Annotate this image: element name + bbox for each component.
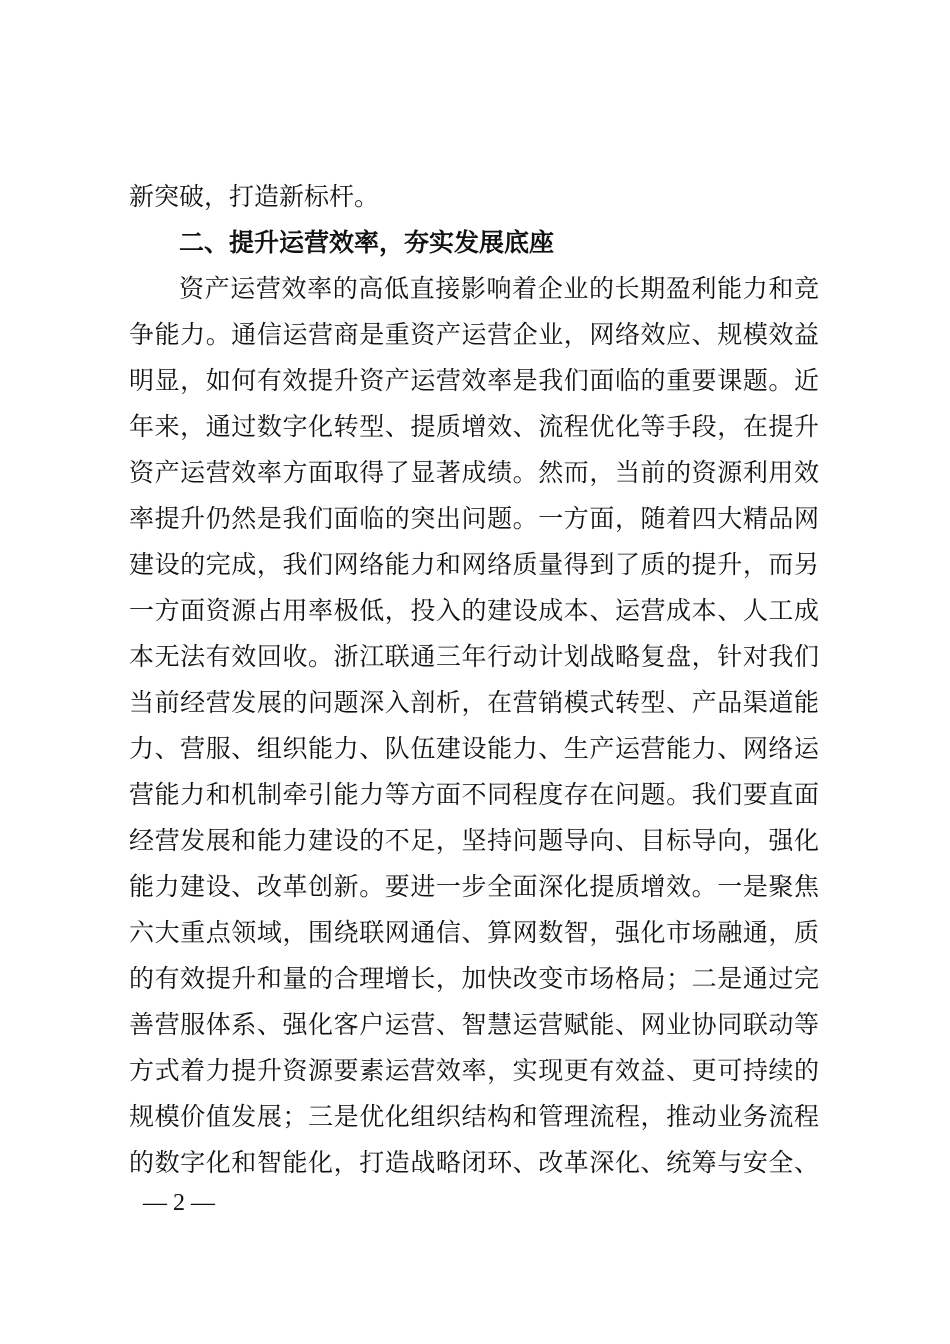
text-line-1: 新突破，打造新标杆。	[129, 182, 380, 211]
text-line-9: 建设的完成，我们网络能力和网络质量得到了质的提升，而另	[129, 550, 819, 579]
text-line-10: 一方面资源占用率极低，投入的建设成本、运营成本、人工成	[129, 596, 819, 625]
text-line-7: 资产运营效率方面取得了显著成绩。然而，当前的资源利用效	[129, 458, 819, 487]
text-line-22: 的数字化和智能化，打造战略闭环、改革深化、统筹与安全、	[129, 1148, 819, 1177]
text-line-16: 能力建设、改革创新。要进一步全面深化提质增效。一是聚焦	[129, 872, 819, 901]
text-line-5: 明显，如何有效提升资产运营效率是我们面临的重要课题。近	[129, 366, 819, 395]
text-line-18: 的有效提升和量的合理增长，加快改变市场格局；二是通过完	[129, 964, 819, 993]
text-line-19: 善营服体系、强化客户运营、智慧运营赋能、网业协同联动等	[129, 1010, 819, 1039]
section-heading: 二、提升运营效率，夯实发展底座	[179, 228, 555, 257]
text-line-14: 营能力和机制牵引能力等方面不同程度存在问题。我们要直面	[129, 780, 819, 809]
text-line-6: 年来，通过数字化转型、提质增效、流程优化等手段，在提升	[129, 412, 819, 441]
text-line-12: 当前经营发展的问题深入剖析，在营销模式转型、产品渠道能	[129, 688, 819, 717]
text-line-15: 经营发展和能力建设的不足，坚持问题导向、目标导向，强化	[129, 826, 819, 855]
text-line-13: 力、营服、组织能力、队伍建设能力、生产运营能力、网络运	[129, 734, 819, 763]
text-line-17: 六大重点领域，围绕联网通信、算网数智，强化市场融通，质	[129, 918, 819, 947]
text-line-21: 规模价值发展；三是优化组织结构和管理流程，推动业务流程	[129, 1102, 819, 1131]
text-line-4: 争能力。通信运营商是重资产运营企业，网络效应、规模效益	[129, 320, 819, 349]
text-line-20: 方式着力提升资源要素运营效率，实现更有效益、更可持续的	[129, 1056, 819, 1085]
text-line-3: 资产运营效率的高低直接影响着企业的长期盈利能力和竞	[179, 274, 819, 303]
text-line-8: 率提升仍然是我们面临的突出问题。一方面，随着四大精品网	[129, 504, 819, 533]
page-number: — 2 —	[143, 1190, 215, 1216]
text-line-11: 本无法有效回收。浙江联通三年行动计划战略复盘，针对我们	[129, 642, 819, 671]
